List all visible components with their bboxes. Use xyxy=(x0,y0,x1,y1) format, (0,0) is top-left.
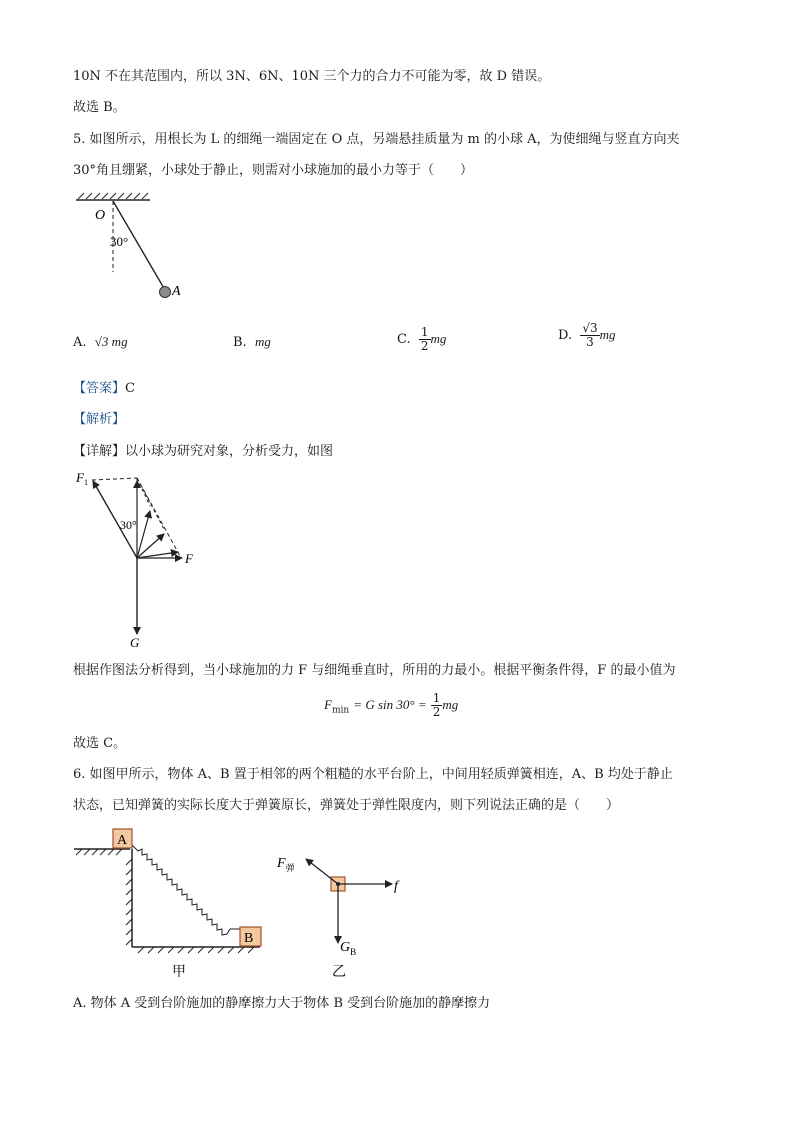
question-6-option-A: A. 物体 A 受到台阶施加的静摩擦力大于物体 B 受到台阶施加的静摩擦力 xyxy=(73,996,491,1011)
detail-line xyxy=(73,443,333,461)
pendulum-figure xyxy=(68,192,208,307)
label-angle-2: 30° xyxy=(120,518,137,532)
text-line-2: 故选 B。 xyxy=(73,100,126,115)
answer-value: C xyxy=(125,381,135,396)
label-G: G xyxy=(130,635,140,650)
figure-jia-steps-spring xyxy=(68,825,268,985)
label-A: A xyxy=(172,284,181,299)
question-6-line-2: 状态，已知弹簧的实际长度大于弹簧原长，弹簧处于弹性限度内，则下列说法正确的是（ ） xyxy=(73,798,620,813)
label-O: O xyxy=(95,208,106,223)
option-B: B. mg xyxy=(233,334,271,350)
detail-label: 【详解】 xyxy=(73,444,126,459)
answer-label: 【答案】 xyxy=(73,381,126,396)
label-F: F xyxy=(185,551,193,566)
question-5-line-1: 5. 如图所示，用根长为 L 的细绳一端固定在 O 点，另端悬挂质量为 m 的小球 A，为使细绳与竖直方向夹 xyxy=(73,132,680,147)
detail-text: 以小球为研究对象，分析受力，如图 xyxy=(125,444,334,459)
text-line-1: 10N 不在其范围内，所以 3N、6N、10N 三个力的合力不可能为零，故 D 错误。 xyxy=(73,69,551,84)
analysis-label: 【解析】 xyxy=(73,412,126,427)
label-angle: 30° xyxy=(110,234,129,249)
label-f: f xyxy=(394,879,398,894)
figure-yi-free-body xyxy=(272,845,407,985)
option-D: D. $\frac{√3}{3}$ mg xyxy=(558,321,616,349)
conclusion-line: 根据作图法分析得到，当小球施加的力 F 与细绳垂直时，所用的力最小。根据平衡条件得，F 的最小值为 xyxy=(73,663,676,678)
block-A-label: A xyxy=(117,833,128,848)
formula-fmin: $F_{min} = G$ sin 30° = $\frac{1}{2}$ mg xyxy=(324,691,459,719)
label-GB: $G_B$ xyxy=(340,940,357,957)
question-6-line-1: 6. 如图甲所示，物体 A、B 置于相邻的两个粗糙的水平台阶上，中间用轻质弹簧相连，A、B 均处于静止 xyxy=(73,767,673,782)
question-5-line-2: 30°角且绷紧，小球处于静止，则需对小球施加的最小力等于（ ） xyxy=(73,163,474,178)
choose-line: 故选 C。 xyxy=(73,736,127,751)
caption-yi: 乙 xyxy=(332,965,346,980)
option-C: C. $\frac{1}{2}$ mg xyxy=(397,325,447,353)
answer-line xyxy=(73,380,135,398)
force-diagram xyxy=(70,466,210,651)
option-A: A. √3 mg xyxy=(73,334,128,350)
analysis-line xyxy=(73,411,125,429)
ball-A xyxy=(160,287,171,298)
label-F1: $F_1$ xyxy=(76,470,88,487)
label-F-spring: $F_弹$ xyxy=(277,856,295,874)
block-B-label: B xyxy=(244,931,254,946)
caption-jia: 甲 xyxy=(172,965,186,980)
